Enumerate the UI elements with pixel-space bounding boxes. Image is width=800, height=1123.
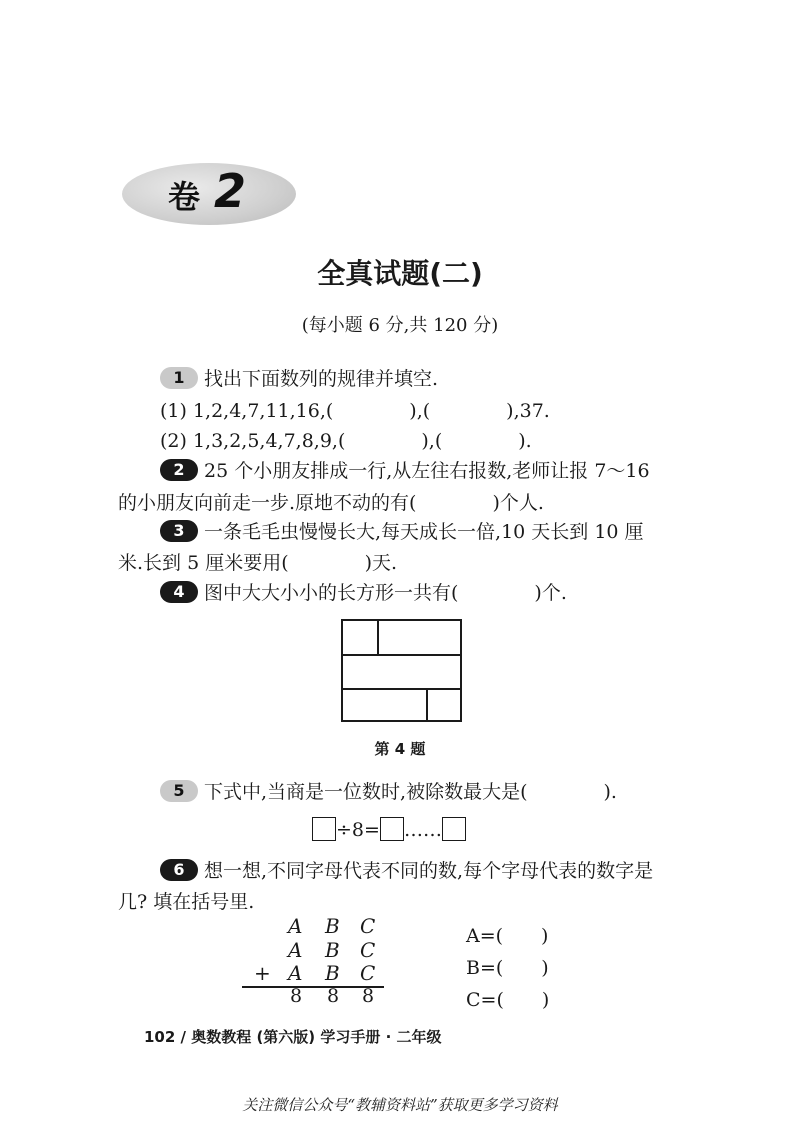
question-2-line-2: 的小朋友向前走一步.原地不动的有( )个人.	[118, 492, 544, 514]
question-number-3: 3	[160, 520, 198, 542]
question-2	[160, 456, 650, 483]
sum-digit: 8	[290, 985, 303, 1007]
quotient-box	[380, 817, 404, 841]
remainder-dots: ……	[403, 819, 442, 841]
question-number-4: 4	[160, 581, 198, 603]
addend-letter: C	[360, 961, 376, 985]
question-6-line-2: 几? 填在括号里.	[118, 891, 255, 913]
question-4-text: 图中大大小小的长方形一共有( )个.	[204, 582, 567, 604]
addend-letter: A	[288, 961, 303, 985]
question-3-line-2: 米.长到 5 厘米要用( )天.	[118, 552, 398, 574]
figure-divider	[343, 688, 460, 690]
question-4	[160, 578, 567, 605]
addend-letter: C	[360, 938, 376, 962]
question-6-line-1: 想一想,不同字母代表不同的数,每个字母代表的数字是	[204, 860, 654, 882]
figure-divider	[343, 654, 460, 656]
question-3	[160, 517, 644, 544]
question-1	[160, 364, 438, 391]
division-sign: ÷8=	[336, 819, 380, 841]
answer-a: A=( )	[466, 925, 549, 947]
figure-caption: 第 4 题	[374, 740, 426, 758]
question-6	[160, 856, 653, 883]
addend-letter: A	[288, 914, 303, 938]
answer-b: B=( )	[466, 957, 549, 979]
figure-divider	[377, 621, 379, 655]
rectangles-figure	[341, 619, 462, 722]
page-title: 全真试题(二)	[317, 257, 483, 290]
figure-divider	[426, 689, 428, 722]
addend-letter: A	[288, 938, 303, 962]
watermark: 关注微信公众号“教辅资料站”获取更多学习资料	[242, 1096, 558, 1114]
volume-badge-number: 2	[214, 164, 247, 218]
addend-letter: B	[325, 914, 340, 938]
question-5	[160, 777, 617, 804]
page-footer: 102 / 奥数教程 (第六版) 学习手册 · 二年级	[144, 1028, 442, 1046]
remainder-box	[442, 817, 466, 841]
sum-digit: 8	[362, 985, 375, 1007]
question-number-2: 2	[160, 459, 198, 481]
addend-letter: C	[360, 914, 376, 938]
question-number-6: 6	[160, 859, 198, 881]
question-5-text: 下式中,当商是一位数时,被除数最大是( ).	[204, 781, 617, 803]
page-subtitle: (每小题 6 分,共 120 分)	[301, 315, 499, 336]
dividend-box	[312, 817, 336, 841]
sum-digit: 8	[327, 985, 340, 1007]
plus-sign: +	[254, 961, 271, 985]
question-3-line-1: 一条毛毛虫慢慢长大,每天成长一倍,10 天长到 10 厘	[204, 521, 644, 543]
division-equation	[312, 817, 466, 841]
question-1-line-1: (1) 1,2,4,7,11,16,( ),( ),37.	[160, 400, 550, 422]
addend-letter: B	[325, 961, 340, 985]
answer-c: C=( )	[466, 989, 550, 1011]
question-1-text: 找出下面数列的规律并填空.	[204, 368, 439, 390]
addend-letter: B	[325, 938, 340, 962]
volume-badge	[122, 163, 296, 225]
question-number-5: 5	[160, 780, 198, 802]
question-1-line-2: (2) 1,3,2,5,4,7,8,9,( ),( ).	[160, 430, 532, 452]
question-2-line-1: 25 个小朋友排成一行,从左往右报数,老师让报 7～16	[204, 460, 650, 482]
volume-badge-label: 卷	[168, 178, 201, 216]
question-number-1: 1	[160, 367, 198, 389]
